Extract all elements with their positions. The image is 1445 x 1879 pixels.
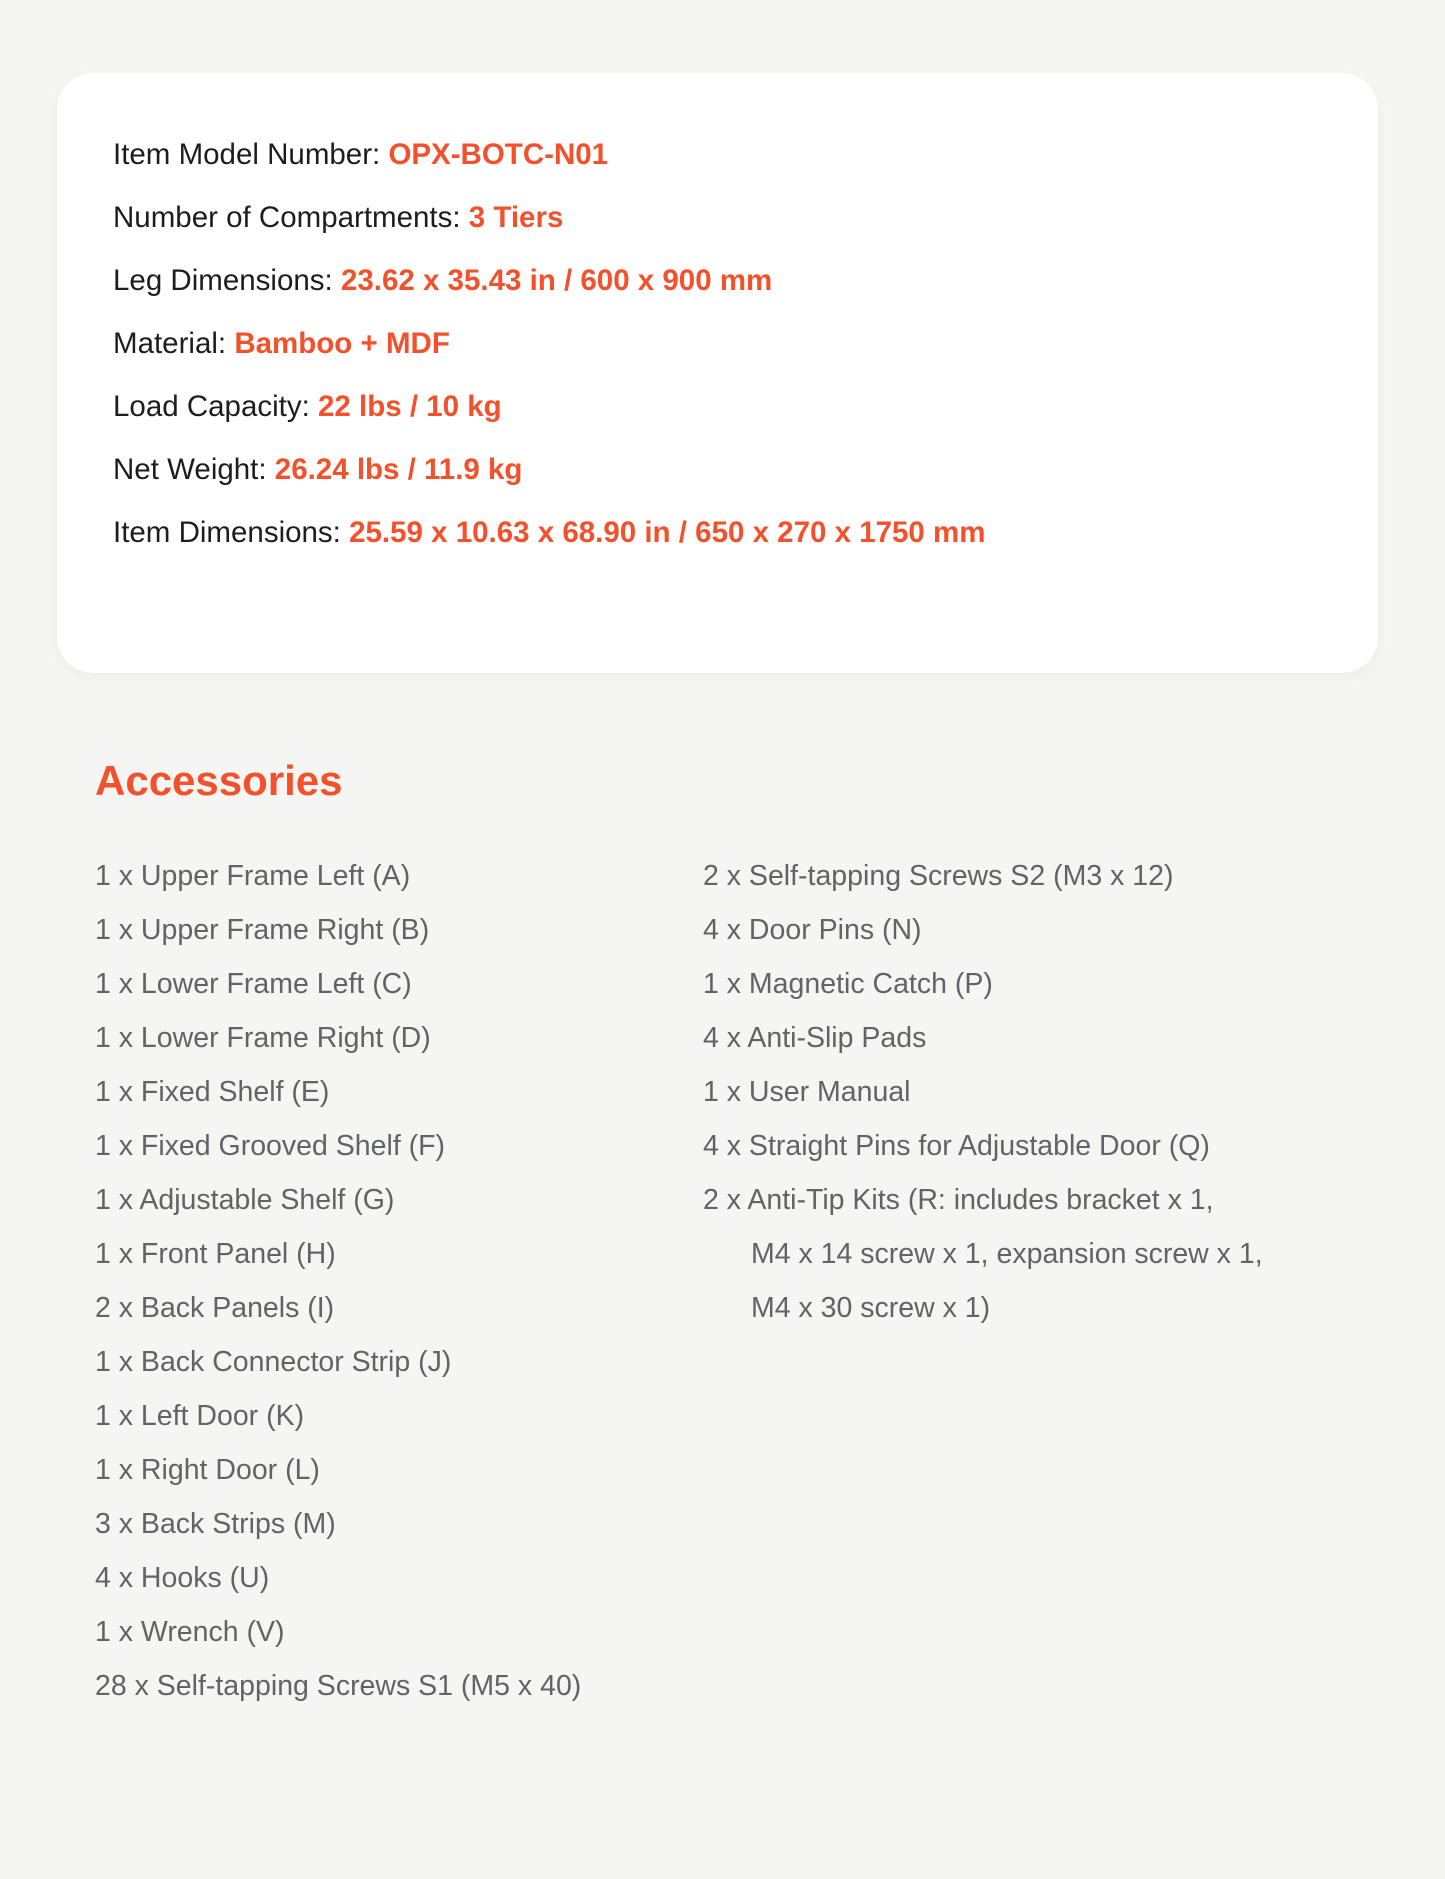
spec-row <box>113 123 1338 186</box>
accessories-right-column <box>703 849 1445 1335</box>
accessory-item: 1 x Fixed Shelf (E) <box>95 1076 330 1108</box>
spec-label: Number of Compartments: <box>113 201 461 234</box>
spec-value: 23.62 x 35.43 in / 600 x 900 mm <box>340 264 773 297</box>
accessory-item: 1 x Upper Frame Left (A) <box>95 860 411 892</box>
spec-label: Material: <box>113 327 227 360</box>
accessory-item: 1 x Back Connector Strip (J) <box>95 1346 452 1378</box>
accessory-item: 4 x Straight Pins for Adjustable Door (Q) <box>703 1130 1210 1162</box>
accessories-section <box>95 757 1445 1713</box>
accessory-item: 1 x User Manual <box>703 1076 911 1108</box>
spec-value: 22 lbs / 10 kg <box>318 390 502 423</box>
product-spec-page <box>0 73 1445 1713</box>
accessory-item: 1 x Lower Frame Left (C) <box>95 968 412 1000</box>
accessory-item: 28 x Self-tapping Screws S1 (M5 x 40) <box>95 1670 582 1702</box>
spec-label: Net Weight: <box>113 453 267 486</box>
accessory-item: 1 x Left Door (K) <box>95 1400 305 1432</box>
spec-card <box>57 73 1378 673</box>
spec-value: 3 Tiers <box>468 201 564 234</box>
spec-row <box>113 438 1338 501</box>
spec-label: Leg Dimensions: <box>113 264 333 297</box>
spec-value: 25.59 x 10.63 x 68.90 in / 650 x 270 x 1750 mm <box>349 516 986 549</box>
accessory-item-continuation: M4 x 14 screw x 1, expansion screw x 1, <box>751 1238 1263 1270</box>
accessory-item: 4 x Anti-Slip Pads <box>703 1022 927 1054</box>
accessory-item: 2 x Self-tapping Screws S2 (M3 x 12) <box>703 860 1174 892</box>
spec-value: OPX-BOTC-N01 <box>388 138 609 171</box>
accessory-item: 2 x Anti-Tip Kits (R: includes bracket x 1, <box>703 1184 1214 1216</box>
spec-row <box>113 186 1338 249</box>
accessory-item: 2 x Back Panels (I) <box>95 1292 335 1324</box>
accessories-title: Accessories <box>95 757 343 804</box>
spec-label: Item Dimensions: <box>113 516 341 549</box>
spec-value: 26.24 lbs / 11.9 kg <box>274 453 523 486</box>
accessory-item: 4 x Door Pins (N) <box>703 914 922 946</box>
accessory-item: 1 x Magnetic Catch (P) <box>703 968 993 1000</box>
accessory-item-continuation: M4 x 30 screw x 1) <box>751 1292 991 1324</box>
spec-row <box>113 501 1338 564</box>
spec-value: Bamboo + MDF <box>234 327 450 360</box>
spec-row <box>113 375 1338 438</box>
accessory-item: 1 x Wrench (V) <box>95 1616 285 1648</box>
spec-label: Item Model Number: <box>113 138 381 171</box>
accessory-item: 1 x Adjustable Shelf (G) <box>95 1184 395 1216</box>
spec-row <box>113 312 1338 375</box>
accessory-item: 4 x Hooks (U) <box>95 1562 270 1594</box>
accessory-item: 1 x Upper Frame Right (B) <box>95 914 430 946</box>
accessories-left-column <box>95 849 703 1713</box>
accessories-columns <box>95 849 1445 1713</box>
spec-label: Load Capacity: <box>113 390 310 423</box>
accessory-item: 1 x Right Door (L) <box>95 1454 320 1486</box>
accessory-item: 1 x Front Panel (H) <box>95 1238 336 1270</box>
accessory-item: 1 x Lower Frame Right (D) <box>95 1022 431 1054</box>
accessory-item: 1 x Fixed Grooved Shelf (F) <box>95 1130 446 1162</box>
spec-row <box>113 249 1338 312</box>
accessory-item: 3 x Back Strips (M) <box>95 1508 336 1540</box>
